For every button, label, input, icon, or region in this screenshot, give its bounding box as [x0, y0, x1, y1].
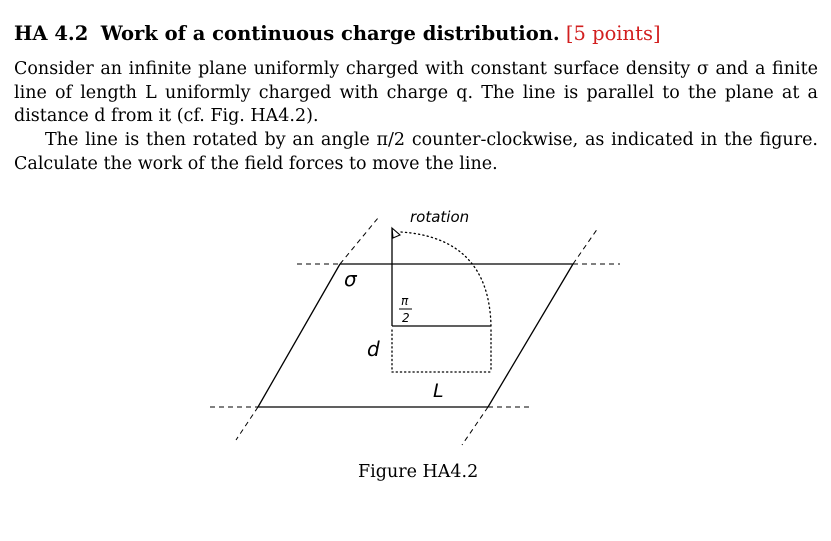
problem-statement-paragraph: Consider an infinite plane uniformly charged with constant surface density σ and a finite line of length L uniformly charged with charge q. The line is parallel to the plane at a distance d from it (cf. Fig. HA4.2).	[14, 59, 818, 126]
problem-question-paragraph: The line is then rotated by an angle π/2 counter-clockwise, as indicated in the figure. Calculate the work of the field forces to move the line.	[14, 130, 818, 174]
rotation-arrowhead	[392, 228, 400, 238]
charged-plane	[258, 264, 573, 407]
points-badge: [5 points]	[565, 22, 661, 45]
angle-denominator: 2	[402, 311, 410, 325]
angle-numerator: π	[401, 294, 409, 308]
length-label: L	[433, 380, 444, 402]
problem-number: HA 4.2	[14, 22, 89, 45]
distance-label: d	[367, 337, 380, 361]
problem-title: Work of a continuous charge distribution.	[100, 22, 560, 45]
plane-extensions	[210, 218, 620, 445]
rotation-label: rotation	[410, 208, 470, 226]
figure-caption: Figure HA4.2	[358, 462, 479, 482]
rotation-arc	[401, 232, 491, 326]
projection-box	[392, 330, 491, 372]
sigma-label: σ	[344, 267, 357, 291]
